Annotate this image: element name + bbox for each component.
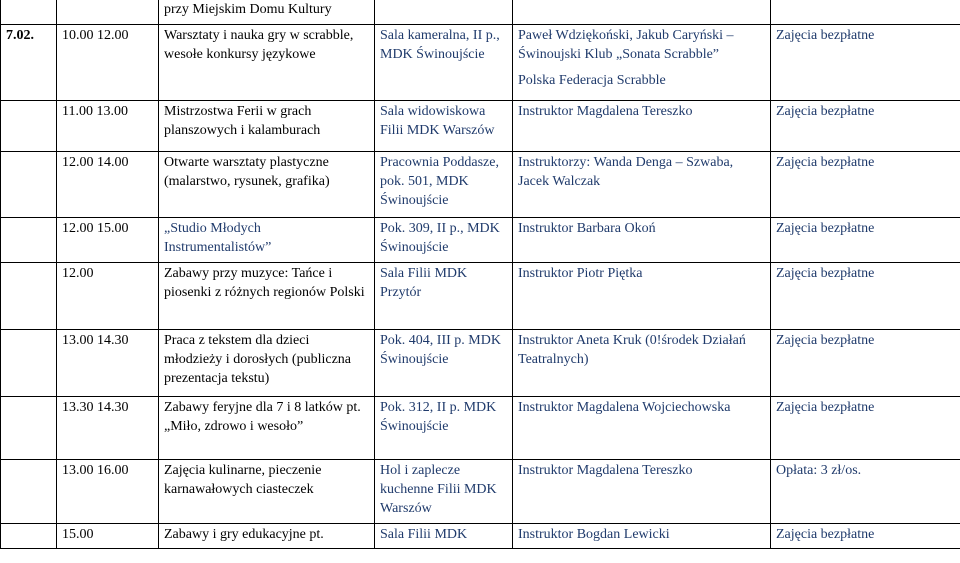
fee-cell: Zajęcia bezpłatne <box>776 333 875 348</box>
fee-cell: Zajęcia bezpłatne <box>776 155 875 170</box>
event-cell: Warsztaty i nauka gry w scrabble, wesołe konkursy językowe <box>164 28 354 62</box>
table-row <box>1 460 960 524</box>
event-cell: „Studio Młodych Instrumentalistów” <box>164 221 272 255</box>
leader-cell: Instruktorzy: Wanda Denga – Szwaba, Jacek Walczak <box>518 155 734 189</box>
day-cell: 7.02. <box>6 28 34 43</box>
event-cell: Mistrzostwa Ferii w grach planszowych i kalamburach <box>164 104 321 138</box>
table-row <box>1 101 960 152</box>
table-row <box>1 524 960 549</box>
table-row <box>1 397 960 460</box>
intro-place: przy Miejskim Domu Kultury <box>164 2 332 17</box>
event-cell: Zajęcia kulinarne, pieczenie karnawałowych ciasteczek <box>164 463 322 497</box>
leader-cell: Instruktor Barbara Okoń <box>518 221 656 236</box>
leader-cell: Instruktor Magdalena Tereszko <box>518 463 693 478</box>
time-cell: 11.00 13.00 <box>62 104 128 119</box>
fee-cell: Zajęcia bezpłatne <box>776 266 875 281</box>
leader-cell: Instruktor Piotr Piętka <box>518 266 643 281</box>
place-cell: Sala Filii MDK Przytór <box>380 266 468 300</box>
leader-cell: Instruktor Bogdan Lewicki <box>518 527 670 542</box>
time-cell: 10.00 12.00 <box>62 28 129 43</box>
intro-row <box>1 0 960 25</box>
table-row <box>1 263 960 330</box>
time-cell: 15.00 <box>62 527 94 542</box>
leader-cell: Instruktor Magdalena Tereszko <box>518 104 693 119</box>
event-cell: Praca z tekstem dla dzieci młodzieży i dorosłych (publiczna prezentacja tekstu) <box>164 333 351 386</box>
event-cell: Zabawy feryjne dla 7 i 8 latków pt. „Miło, zdrowo i wesoło” <box>164 400 361 434</box>
event-cell: Zabawy przy muzyce: Tańce i piosenki z różnych regionów Polski <box>164 266 365 300</box>
place-cell: Sala kameralna, II p., MDK Świnoujście <box>380 28 500 62</box>
place-cell: Hol i zaplecze kuchenne Filii MDK Warszów <box>380 463 497 516</box>
fee-cell: Opłata: 3 zł/os. <box>776 463 862 478</box>
place-cell: Sala widowiskowa Filii MDK Warszów <box>380 104 495 138</box>
leader-extra: Polska Federacja Scrabble <box>518 73 666 88</box>
time-cell: 12.00 <box>62 266 94 281</box>
event-cell: Otwarte warsztaty plastyczne (malarstwo, rysunek, grafika) <box>164 155 330 189</box>
time-cell: 12.00 15.00 <box>62 221 129 236</box>
place-cell: Pracownia Poddasze, pok. 501, MDK Świnoujście <box>380 155 499 208</box>
fee-cell: Zajęcia bezpłatne <box>776 104 875 119</box>
place-cell: Pok. 404, III p. MDK Świnoujście <box>380 333 501 367</box>
table-row <box>1 330 960 397</box>
table-row <box>1 152 960 218</box>
event-cell: Zabawy i gry edukacyjne pt. <box>164 527 324 542</box>
time-cell: 13.00 16.00 <box>62 463 129 478</box>
fee-cell: Zajęcia bezpłatne <box>776 527 875 542</box>
time-cell: 12.00 14.00 <box>62 155 129 170</box>
time-cell: 13.30 14.30 <box>62 400 129 415</box>
place-cell: Sala Filii MDK <box>380 527 468 542</box>
place-cell: Pok. 309, II p., MDK Świnoujście <box>380 221 500 255</box>
leader-cell: Instruktor Aneta Kruk (0!środek Działań Teatralnych) <box>518 333 746 367</box>
table-row <box>1 218 960 263</box>
fee-cell: Zajęcia bezpłatne <box>776 221 875 236</box>
table-row <box>1 25 960 101</box>
leader-cell: Paweł Wdziękoński, Jakub Caryński – Świnoujski Klub „Sonata Scrabble” <box>518 28 734 62</box>
time-cell: 13.00 14.30 <box>62 333 129 348</box>
place-cell: Pok. 312, II p. MDK Świnoujście <box>380 400 497 434</box>
fee-cell: Zajęcia bezpłatne <box>776 28 875 43</box>
leader-cell: Instruktor Magdalena Wojciechowska <box>518 400 731 415</box>
fee-cell: Zajęcia bezpłatne <box>776 400 875 415</box>
